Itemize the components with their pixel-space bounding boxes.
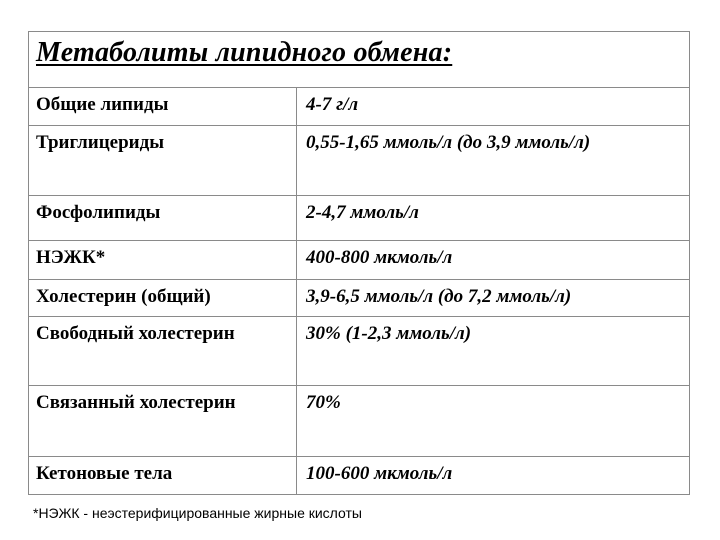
table-title: Метаболиты липидного обмена: bbox=[36, 37, 453, 68]
row-value: 4-7 г/л bbox=[297, 88, 690, 126]
row-name: Связанный холестерин bbox=[29, 386, 297, 457]
row-name: Свободный холестерин bbox=[29, 317, 297, 386]
row-value: 400-800 мкмоль/л bbox=[297, 241, 690, 280]
row-value: 30% (1-2,3 ммоль/л) bbox=[297, 317, 690, 386]
table-title-row bbox=[29, 32, 690, 88]
table-row bbox=[29, 317, 690, 386]
table-row bbox=[29, 196, 690, 241]
row-name: Фосфолипиды bbox=[29, 196, 297, 241]
lipid-metabolites-table bbox=[28, 31, 690, 495]
table-row bbox=[29, 88, 690, 126]
row-value: 2-4,7 ммоль/л bbox=[297, 196, 690, 241]
row-name: Триглицериды bbox=[29, 126, 297, 196]
table-title-cell bbox=[29, 32, 690, 88]
footnote: *НЭЖК - неэстерифицированные жирные кислоты bbox=[33, 505, 362, 521]
table-row bbox=[29, 126, 690, 196]
row-name: Общие липиды bbox=[29, 88, 297, 126]
row-value: 3,9-6,5 ммоль/л (до 7,2 ммоль/л) bbox=[297, 280, 690, 317]
row-value: 100-600 мкмоль/л bbox=[297, 457, 690, 495]
row-value: 0,55-1,65 ммоль/л (до 3,9 ммоль/л) bbox=[297, 126, 690, 196]
row-value: 70% bbox=[297, 386, 690, 457]
table-row bbox=[29, 457, 690, 495]
row-name: НЭЖК* bbox=[29, 241, 297, 280]
row-name: Кетоновые тела bbox=[29, 457, 297, 495]
table-row bbox=[29, 386, 690, 457]
table-row bbox=[29, 280, 690, 317]
table-row bbox=[29, 241, 690, 280]
row-name: Холестерин (общий) bbox=[29, 280, 297, 317]
